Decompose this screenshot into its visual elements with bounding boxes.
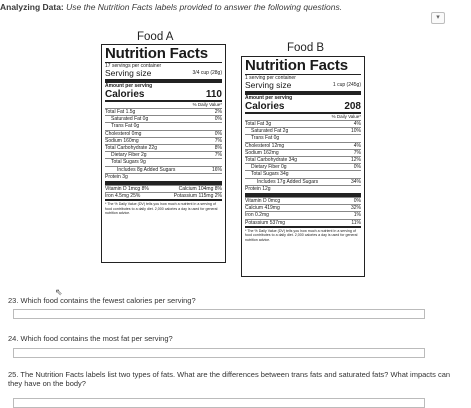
mouse-cursor-icon: ⇖ <box>55 287 63 297</box>
vitamin-row: Vitamin D 0mcg 0% <box>245 198 361 205</box>
answer-field-24[interactable] <box>13 348 425 358</box>
question-23: 23. Which food contains the fewest calories per serving? <box>8 296 196 305</box>
vitamin-row: Calcium 419mg 32% <box>245 205 361 212</box>
nutrient-row: Dietary Fiber 2g 7% <box>105 151 222 158</box>
vitamin-row: Iron 0.2mg 1% <box>245 212 361 219</box>
serving-size-label: Serving size <box>105 68 152 78</box>
nutrient-row: Dietary Fiber 0g 0% <box>245 163 361 170</box>
nutrient-row: Includes 17g Added Sugars 34% <box>245 178 361 185</box>
calories-row <box>245 101 361 112</box>
answer-field-25[interactable] <box>13 398 425 408</box>
vitamin-row: Iron 4.5mg 25% Potassium 115mg 2% <box>105 193 222 200</box>
vitamin-rows <box>105 185 222 199</box>
nutrient-row: Total Sugars 34g <box>245 170 361 177</box>
nutrient-row: Saturated Fat 0g 0% <box>105 115 222 122</box>
nutrient-row: Protein 12g <box>245 185 361 192</box>
nutrient-row: Total Carbohydrate 22g 8% <box>105 145 222 152</box>
calories-label: Calories <box>245 101 285 112</box>
amount-per-serving: Amount per serving <box>245 95 293 101</box>
vitamin-row: Potassium 537mg 11% <box>245 219 361 226</box>
calories-row <box>105 89 222 100</box>
food-a-nutrition-label <box>101 44 226 263</box>
nutrient-row: Sodium 162mg 7% <box>245 149 361 156</box>
nutrient-row: Cholesterol 12mg 4% <box>245 142 361 149</box>
nutrient-row: Includes 8g Added Sugars 16% <box>105 166 222 173</box>
question-25: 25. The Nutrition Facts labels list two types of fats. What are the differences between trans fats and saturated fats? What impacts can they have on the body? <box>8 370 451 388</box>
nutrient-row: Cholesterol 0mg 0% <box>105 130 222 137</box>
amount-per-serving: Amount per serving <box>105 83 153 89</box>
calories-value: 110 <box>205 89 222 100</box>
food-a-title: Food A <box>137 31 174 43</box>
nutrient-rows <box>105 108 222 180</box>
nutrition-facts-heading: Nutrition Facts <box>245 58 361 75</box>
nutrition-facts-heading: Nutrition Facts <box>105 46 222 63</box>
nutrient-row: Total Sugars 9g <box>105 158 222 165</box>
calories-value: 208 <box>344 101 361 112</box>
food-b-nutrition-label <box>241 56 365 277</box>
daily-value-footnote: * The % Daily Value (DV) tells you how much a nutrient in a serving of food contributes to a daily diet. 2,000 calories a day is used for general nutrition advice. <box>105 202 218 216</box>
instructions-text: Use the Nutrition Facts labels provided to answer the following questions. <box>66 2 343 12</box>
answer-field-23[interactable] <box>13 309 425 319</box>
vitamin-row: Vitamin D 1mcg 8% Calcium 104mg 8% <box>105 186 222 193</box>
nutrient-row: Saturated Fat 2g 10% <box>245 127 361 134</box>
food-b-title: Food B <box>287 42 325 54</box>
nutrient-row: Sodium 160mg 7% <box>105 137 222 144</box>
daily-value-header: % Daily Value* <box>331 114 361 119</box>
nutrient-row: Total Fat 3g 4% <box>245 121 361 127</box>
serving-size-row <box>245 81 361 90</box>
calories-label: Calories <box>105 89 145 100</box>
serving-size-row <box>105 69 222 78</box>
nutrient-row: Trans Fat 0g <box>245 134 361 141</box>
nutrient-rows <box>245 120 361 192</box>
serving-size-value: 1 cup (245g) <box>332 82 361 88</box>
nutrient-row: Protein 3g <box>105 173 222 180</box>
serving-size-label: Serving size <box>245 80 292 90</box>
daily-value-footnote: * The % Daily Value (DV) tells you how much a nutrient in a serving of food contributes to a daily diet. 2,000 calories a day is used for general nutrition advice. <box>245 228 358 242</box>
instructions <box>0 0 440 14</box>
daily-value-header: % Daily Value* <box>192 102 222 107</box>
nutrient-row: Trans Fat 0g <box>105 122 222 129</box>
vitamin-rows <box>245 197 361 226</box>
nutrient-row: Total Carbohydrate 34g 12% <box>245 157 361 164</box>
chevron-down-icon[interactable]: ▾ <box>431 12 445 24</box>
servings-per-container: 1 serving per container <box>245 75 296 81</box>
instructions-bold: Analyzing Data: <box>0 2 64 12</box>
question-24: 24. Which food contains the most fat per serving? <box>8 334 173 343</box>
serving-size-value: 3/4 cup (28g) <box>192 70 222 76</box>
servings-per-container: 17 servings per container <box>105 63 162 69</box>
nutrient-row: Total Fat 1.5g 2% <box>105 109 222 115</box>
